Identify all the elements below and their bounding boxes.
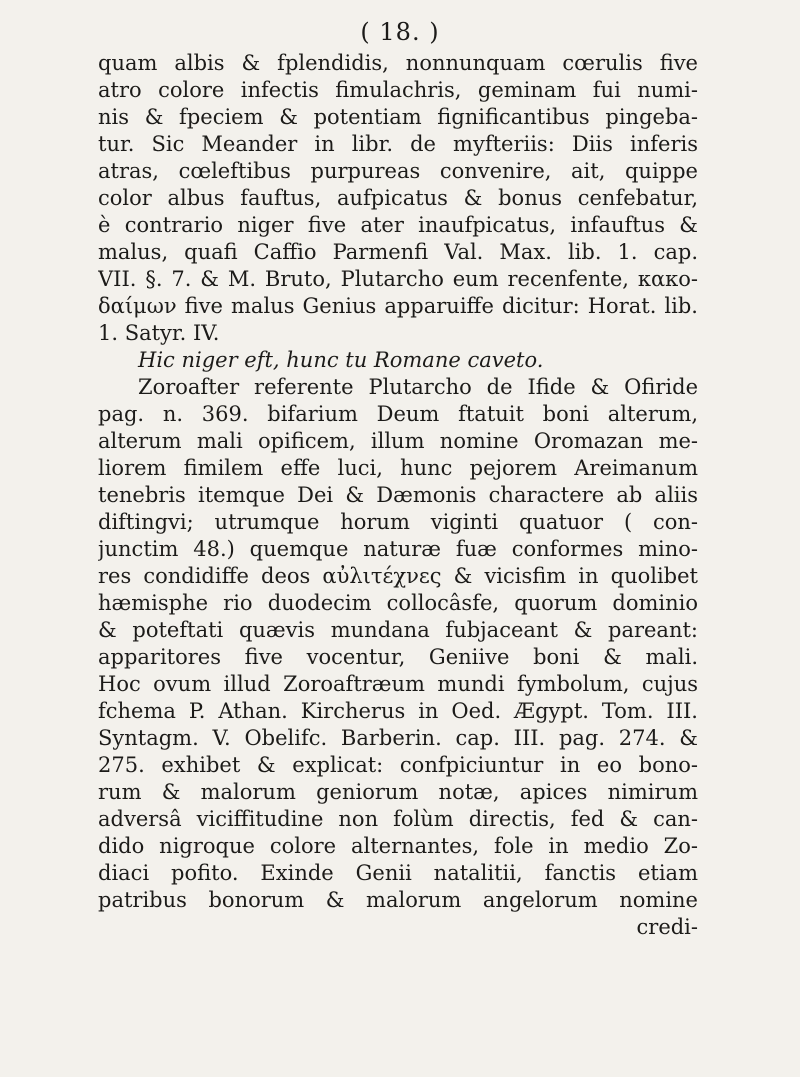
page-number: ( 18. ) (360, 18, 440, 46)
text-line: fchema P. Athan. Kircherus in Oed. Ægypt. Tom. III. (98, 699, 698, 723)
text-line: rum & malorum geniorum notæ, apices nimirum (98, 780, 698, 804)
text-line: dido nigroque colore alternantes, fole in medio Zo- (98, 834, 698, 858)
text-line: 1. Satyr. IV. (98, 321, 220, 345)
catchword: credi- (636, 915, 698, 939)
text-line: tur. Sic Meander in libr. de myfteriis: Diis inferis (98, 132, 698, 156)
text-line: quam albis & fplendidis, nonnunquam cœrulis five (98, 51, 698, 75)
text-line: pag. n. 369. bifarium Deum ftatuit boni alterum, (98, 402, 698, 426)
text-line: liorem fimilem effe luci, hunc pejorem Areimanum (98, 456, 698, 480)
text-line: diftingvi; utrumque horum viginti quatuor ( con- (98, 510, 698, 534)
text-line: adversâ viciffitudine non folùm directis, fed & can- (98, 807, 698, 831)
text-line: Zoroafter referente Plutarcho de Ifide & Ofiride (138, 375, 698, 399)
text-line: res condidiffe deos αὐλιτέχνες & vicisfim in quolibet (98, 564, 698, 588)
text-line: hæmisphe rio duodecim collocâsfe, quorum dominio (98, 591, 698, 615)
text-line: alterum mali opificem, illum nomine Oromazan me- (98, 429, 698, 453)
text-line: 275. exhibet & explicat: confpiciuntur in eo bono- (98, 753, 698, 777)
text-line: atro colore infectis fimulachris, geminam fui numi- (98, 78, 698, 102)
text-line: junctim 48.) quemque naturæ fuæ conformes mino- (98, 537, 698, 561)
text-line: VII. §. 7. & M. Bruto, Plutarcho eum recenfente, κακο- (98, 267, 698, 291)
text-line: apparitores five vocentur, Geniive boni & mali. (98, 645, 698, 669)
text-line: nis & fpeciem & potentiam fignificantibus pingeba- (98, 105, 698, 129)
text-line: & poteftati quævis mundana fubjaceant & pareant: (98, 618, 698, 642)
text-line: tenebris itemque Dei & Dæmonis charactere ab aliis (98, 483, 698, 507)
body-text (98, 50, 698, 941)
text-line: diaci pofito. Exinde Genii natalitii, fanctis etiam (98, 861, 698, 885)
text-line: malus, quafi Caffio Parmenfi Val. Max. lib. 1. cap. (98, 240, 698, 264)
text-line: atras, cœleftibus purpureas convenire, ait, quippe (98, 159, 698, 183)
text-line: Hoc ovum illud Zoroaftræum mundi fymbolum, cujus (98, 672, 698, 696)
text-line: color albus fauftus, aufpicatus & bonus cenfebatur, (98, 186, 698, 210)
text-line: δαίμων five malus Genius apparuiffe dicitur: Horat. lib. (98, 294, 698, 318)
text-line: patribus bonorum & malorum angelorum nomine (98, 888, 698, 912)
text-line: è contrario niger five ater inaufpicatus, infauftus & (98, 213, 698, 237)
verse-quote: Hic niger eft, hunc tu Romane caveto. (138, 348, 544, 372)
text-line: Syntagm. V. Obelifc. Barberin. cap. III. pag. 274. & (98, 726, 698, 750)
